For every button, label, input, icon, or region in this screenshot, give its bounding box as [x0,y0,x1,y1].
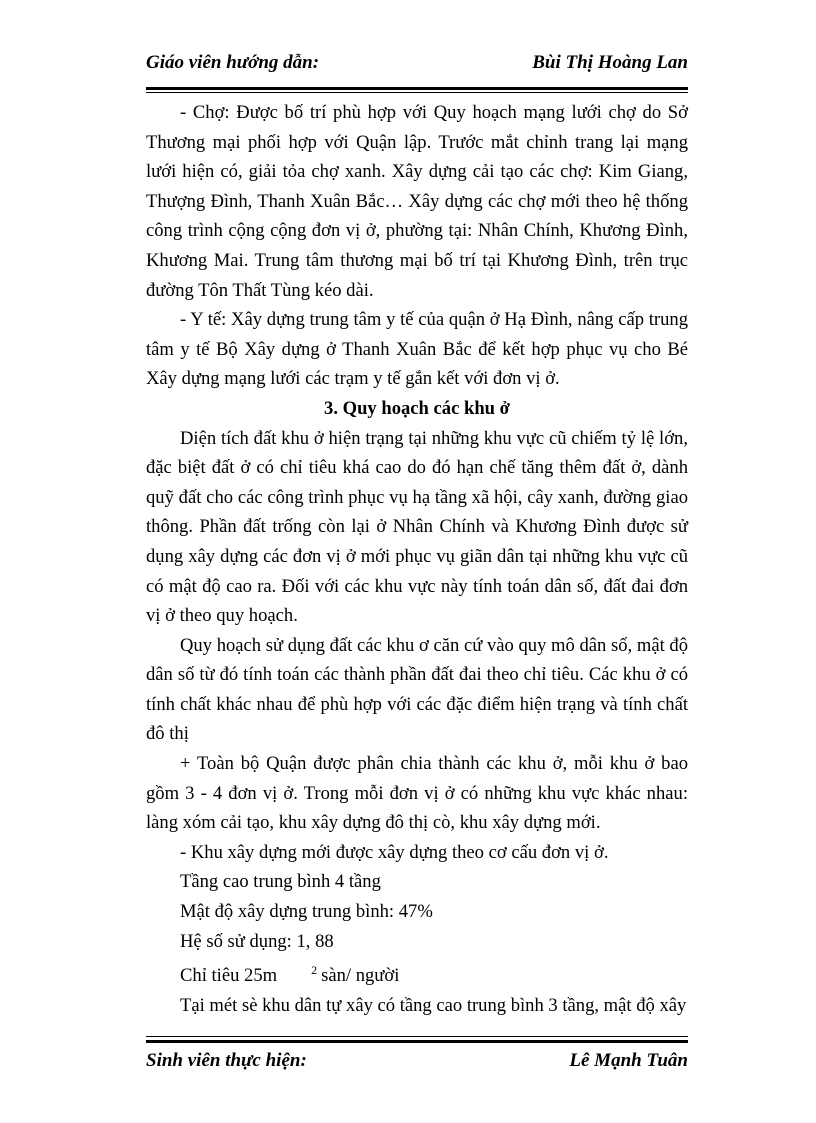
paragraph-district-division: + Toàn bộ Quận được phân chia thành các khu ở, mỗi khu ở bao gồm 3 - 4 đơn vị ở. Trong mỗi đơn vị ở có những khu vực khác nhau: làng xóm cải tạo, khu xây dựng đô thị cò, khu xây dựng mới. [146,753,688,834]
header-supervisor-name: Bùi Thị Hoàng Lan [532,52,688,73]
spec-floor-area-unit: sàn/ người [321,965,400,987]
header-supervisor-label: Giáo viên hướng dẫn: [146,52,320,73]
header-rule-thin [146,92,688,93]
spec-floor-height: Tầng cao trung bình 4 tầng [180,871,381,893]
paragraph-land-use: Quy hoạch sử dụng đất các khu ơ căn cứ vào quy mô dân số, mật độ dân số từ đó tính toán các thành phần đất đai theo chỉ tiêu. Các khu ở có tính chất khác nhau để phù hợp với các đặc điểm hiện trạng và tính chất đô thị [146,634,688,745]
footer-rule-thin [146,1036,688,1037]
paragraph-new-construction: - Khu xây dựng mới được xây dựng theo cơ cấu đơn vị ở. [180,841,609,863]
page-footer [146,1048,688,1078]
superscript-2: 2 [311,963,318,978]
body-text [146,98,688,1020]
spec-usage-coefficient: Hệ số sử dụng: 1, 88 [180,930,334,952]
section-heading: 3. Quy hoạch các khu ở [324,397,510,419]
paragraph-residential-area: Diện tích đất khu ở hiện trạng tại những khu vực cũ chiếm tỷ lệ lớn, đặc biệt đất ở có chỉ tiêu khá cao do đó hạn chế tăng thêm đất ở, dành quỹ đất cho các công trình phục vụ hạ tầng xã hội, cây xanh, đường giao thông. Phần đất trống còn lại ở Nhân Chính và Khương Đình được sử dụng xây dựng các đơn vị ở mới phục vụ giãn dân tại những khu vực cũ có mật độ cao ra. Đối với các khu vực này tính toán dân số, đất đai đơn vị ở theo quy hoạch. [146,427,688,627]
paragraph-market: - Chợ: Được bố trí phù hợp với Quy hoạch mạng lưới chợ do Sở Thương mại phối hợp với Quận lập. Trước mắt chỉnh trang lại mạng lưới hiện có, giải tỏa chợ xanh. Xây dựng cải tạo các chợ: Kim Giang, Thượng Đình, Thanh Xuân Bắc… Xây dựng các chợ mới theo hệ thống công trình cộng cộng đơn vị ở, phường tại: Nhân Chính, Khương Đình, Khương Mai. Trung tâm thương mại bố trí tại Khương Đình, trên trục đường Tôn Thất Tùng kéo dài. [146,102,688,301]
paragraph-self-built: Tại mét sè khu dân tự xây có tầng cao trung bình 3 tầng, mật độ xây [180,994,687,1016]
paragraph-health: - Y tế: Xây dựng trung tâm y tế của quận ở Hạ Đình, nâng cấp trung tâm y tế Bộ Xây dựng ở Thanh Xuân Bắc để kết hợp phục vụ cho Bé Xây dựng mạng lưới các trạm y tế gắn kết với đơn vị ở. [146,309,688,390]
header-rule-thick [146,87,688,90]
footer-student-label: Sinh viên thực hiện: [146,1050,307,1071]
spec-floor-area-per-person [146,956,688,991]
spec-floor-area-value: Chỉ tiêu 25m [180,965,278,987]
spec-building-density: Mật độ xây dựng trung bình: 47% [180,901,433,923]
footer-rule-thick [146,1040,688,1043]
footer-student-name: Lê Mạnh Tuân [569,1050,688,1071]
page-header [146,50,688,80]
